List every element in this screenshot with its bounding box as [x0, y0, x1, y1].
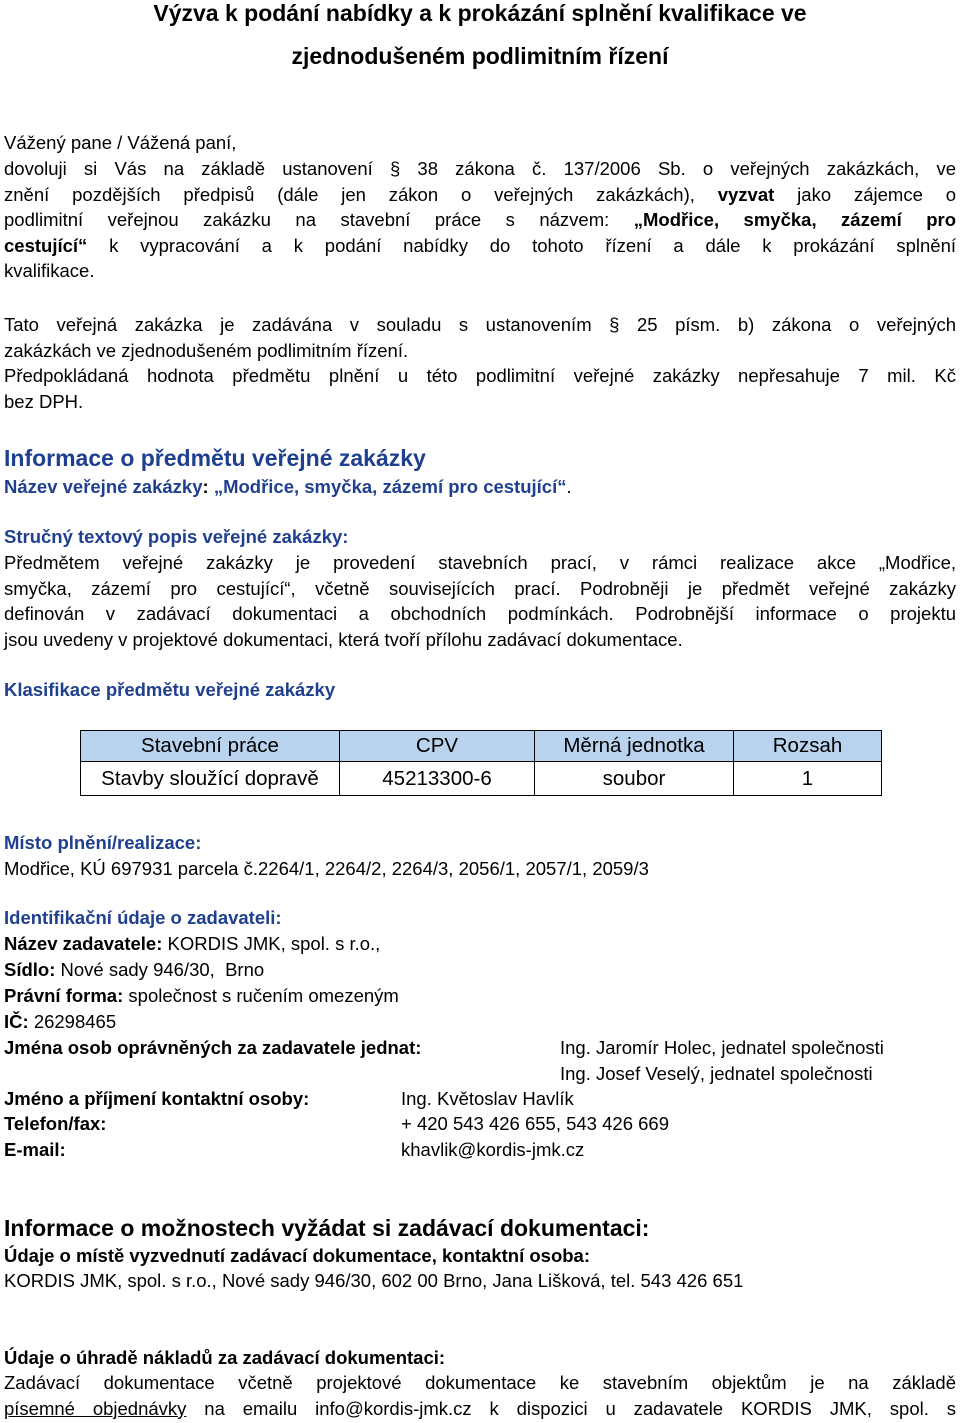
col-header-works: Stavební práce	[81, 731, 340, 762]
contracting-name-label: Název zadavatele:	[4, 933, 163, 954]
intro-text-3: znění pozdějších předpisů (dále jen zákon o veřejných zakázkách),	[4, 183, 695, 205]
intro-text-3b: jako zájemce o	[797, 183, 956, 205]
intro-text-6: kvalifikace.	[4, 260, 95, 281]
description-line-2: smyčka, zázemí pro cestující“, včetně souvisejících prací. Podrobněji je předmět veřejné zakázky	[4, 577, 956, 599]
phone-value: + 420 543 426 655, 543 426 669	[401, 1113, 669, 1134]
col-header-cpv: CPV	[340, 731, 535, 762]
intro-text-3-bold: vyzvat	[717, 183, 775, 205]
documentation-payment-line-1: Zadávací dokumentace včetně projektové dokumentace ke stavebním objektům je na základě	[4, 1372, 956, 1393]
procedure-text-1b: 25 písm. b) zákona o veřejných	[636, 314, 956, 335]
contracting-form	[4, 983, 399, 1009]
intro-text-2: 38 zákona č. 137/2006 Sb. o veřejných zakázkách, ve	[417, 158, 956, 179]
procedure-text-2: zakázkách ve zjednodušeném podlimitním řízení.	[4, 339, 409, 361]
intro-text-5: k vypracování a k podání nabídky do tohoto řízení a dále k prokázání splnění	[109, 234, 956, 256]
documentation-place-label: Údaje o místě vyzvednutí zadávací dokumentace, kontaktní osoba:	[4, 1245, 590, 1266]
contracting-seat	[4, 957, 264, 983]
cell-scope: 1	[734, 762, 882, 796]
documentation-payment-line-2: na emailu info@kordis-jmk.cz k dispozici u zadavatele KORDIS JMK, spol. s	[204, 1397, 956, 1419]
intro-paragraph	[4, 156, 956, 284]
email-value: khavlik@kordis-jmk.cz	[401, 1139, 585, 1160]
email-label: E-mail:	[4, 1139, 66, 1160]
description-line-4: jsou uvedeny v projektové dokumentaci, která tvoří přílohu zadávací dokumentace.	[4, 628, 683, 650]
classification-header-row	[81, 731, 882, 762]
subject-name-label: Název veřejné zakázky	[4, 476, 203, 497]
contracting-ic-value: 26298465	[33, 1011, 117, 1032]
contracting-name	[4, 931, 380, 957]
documentation-payment-underlined: písemné objednávky	[4, 1397, 187, 1419]
classification-table	[80, 730, 882, 796]
contracting-person-2: Ing. Josef Veselý, jednatel společnosti	[560, 1063, 873, 1084]
procedure-text-1a: Tato veřejná zakázka je zadávána v souladu s ustanovením	[4, 314, 592, 335]
col-header-unit: Měrná jednotka	[535, 731, 734, 762]
contracting-persons-label: Jména osob oprávněných za zadavatele jednat:	[4, 1037, 422, 1058]
contracting-ic-label: IČ:	[4, 1011, 29, 1032]
document-title-line2: zjednodušeném podlimitním řízení	[291, 43, 669, 69]
procedure-text-3: Předpokládaná hodnota předmětu plnění u této podlimitní veřejné zakázky nepřesahuje 7 mil. Kč	[4, 365, 956, 386]
subject-name-line	[4, 474, 956, 500]
salutation: Vážený pane / Vážená paní,	[4, 132, 237, 153]
place-value: Modřice, KÚ 697931 parcela č.2264/1, 2264/2, 2264/3, 2056/1, 2057/1, 2059/3	[4, 858, 649, 879]
description-heading: Stručný textový popis veřejné zakázky:	[4, 526, 349, 547]
intro-text-4-bold: „Modřice, smyčka, zázemí pro	[633, 209, 957, 230]
contact-value: Ing. Květoslav Havlík	[401, 1088, 574, 1109]
contracting-person-1: Ing. Jaromír Holec, jednatel společnosti	[560, 1037, 884, 1058]
document-title-line1: Výzva k podání nabídky a k prokázání splnění kvalifikace ve	[153, 0, 807, 26]
documentation-place-value: KORDIS JMK, spol. s r.o., Nové sady 946/30, 602 00 Brno, Jana Lišková, tel. 543 426 651	[4, 1270, 744, 1291]
subject-name-value: „Modřice, smyčka, zázemí pro cestující“	[213, 476, 567, 497]
intro-text-1: dovoluji si Vás na základě ustanovení	[4, 158, 373, 179]
contracting-form-value: společnost s ručením omezeným	[128, 985, 399, 1006]
col-header-scope: Rozsah	[734, 731, 882, 762]
description-line-1: Předmětem veřejné zakázky je provedení stavebních prací, v rámci realizace akce „Modřice,	[4, 552, 956, 573]
contracting-name-value: KORDIS JMK, spol. s r.o.,	[167, 933, 381, 954]
documentation-heading: Informace o možnostech vyžádat si zadávací dokumentaci:	[4, 1215, 650, 1241]
contracting-heading: Identifikační údaje o zadavateli:	[4, 907, 282, 928]
classification-heading: Klasifikace předmětu veřejné zakázky	[4, 679, 336, 700]
procedure-paragraph	[4, 312, 956, 414]
phone-label: Telefon/fax:	[4, 1113, 107, 1134]
section-sign-2: §	[609, 314, 620, 335]
place-label: Místo plnění/realizace:	[4, 832, 202, 853]
subject-name-end: .	[566, 476, 572, 497]
contact-label: Jméno a příjmení kontaktní osoby:	[4, 1088, 310, 1109]
description-line-3: definován v zadávací dokumentaci a obchodních podmínkách. Podrobnější informace o projektu	[4, 603, 956, 624]
table-row	[81, 762, 882, 796]
contracting-seat-value: Nové sady 946/30, Brno	[60, 959, 265, 980]
procedure-text-4: bez DPH.	[4, 390, 84, 412]
subject-heading: Informace o předmětu veřejné zakázky	[4, 445, 426, 471]
intro-text-5-bold: cestující“	[4, 234, 88, 256]
contracting-form-label: Právní forma:	[4, 985, 124, 1006]
subject-name-sep: :	[202, 476, 209, 497]
contracting-seat-label: Sídlo:	[4, 959, 56, 980]
cell-cpv: 45213300-6	[340, 762, 535, 796]
documentation-payment-label: Údaje o úhradě nákladů za zadávací dokumentaci:	[4, 1347, 446, 1368]
section-sign: §	[389, 158, 401, 179]
description-paragraph	[4, 550, 956, 652]
documentation-payment-paragraph	[4, 1370, 956, 1421]
contracting-ic	[4, 1009, 116, 1035]
intro-text-4: podlimitní veřejnou zakázku na stavební práce s názvem:	[4, 209, 610, 230]
cell-works: Stavby sloužící dopravě	[81, 762, 340, 796]
cell-unit: soubor	[535, 762, 734, 796]
